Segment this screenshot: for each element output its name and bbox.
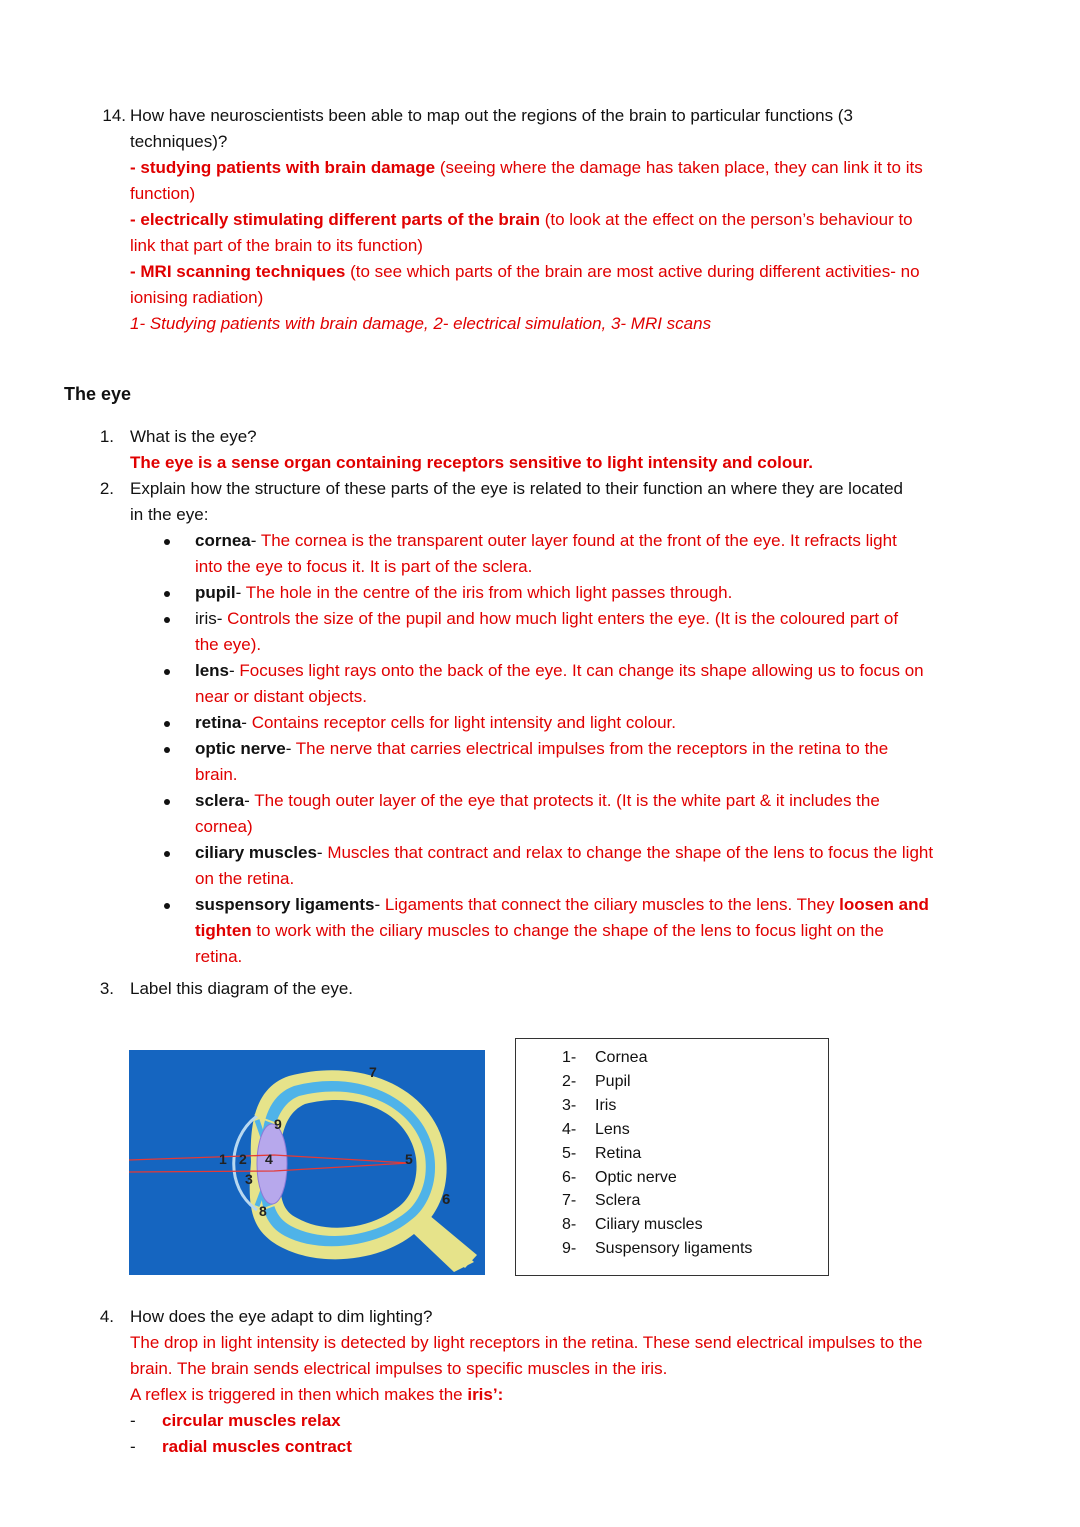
diagram-legend xyxy=(515,1038,829,1276)
list-item: optic nerve- The nerve that carries electrical impulses from the receptors in the retina to the brain. xyxy=(162,736,992,788)
question-2: Explain how the structure of these parts of the eye is related to their function an where they are located in the eye: xyxy=(130,476,1010,528)
question-number: 14. xyxy=(102,106,126,125)
bullet-icon xyxy=(164,851,170,857)
bullet-icon xyxy=(164,617,170,623)
bullet-icon xyxy=(164,669,170,675)
eye-diagram xyxy=(129,1050,485,1275)
legend-row: 1- Cornea xyxy=(562,1049,648,1066)
question-number: 1. xyxy=(99,427,114,446)
answer-point: - radial muscles contract xyxy=(130,1437,352,1456)
section-title: The eye xyxy=(64,384,132,404)
diagram-label-7: 7 xyxy=(369,1064,377,1080)
diagram-label-2: 2 xyxy=(239,1151,247,1167)
legend-row: 8- Ciliary muscles xyxy=(562,1216,703,1233)
legend-row: 3- Iris xyxy=(562,1097,617,1114)
list-item: suspensory ligaments- Ligaments that connect the ciliary muscles to the lens. They loosen and tighten to work with the ciliary muscles to change the shape of the lens to focus light on the retina. xyxy=(162,892,992,970)
list-item: sclera- The tough outer layer of the eye that protects it. (It is the white part & it includes the cornea) xyxy=(162,788,992,840)
list-item: iris- Controls the size of the pupil and how much light enters the eye. (It is the coloured part of the eye). xyxy=(162,606,992,658)
legend-row: 5- Retina xyxy=(562,1145,642,1162)
question-text: Explain how the structure of these parts of the eye is related to their function an where they are located xyxy=(130,479,904,498)
eye-parts-list xyxy=(162,528,992,970)
diagram-label-5: 5 xyxy=(405,1151,413,1167)
question-text: What is the eye? xyxy=(130,427,257,446)
eye-diagram-svg xyxy=(129,1050,485,1275)
question-text: Label this diagram of the eye. xyxy=(130,979,354,998)
list-item: ciliary muscles- Muscles that contract and relax to change the shape of the lens to focus the light on the retina. xyxy=(162,840,992,892)
list-item: retina- Contains receptor cells for light intensity and light colour. xyxy=(162,710,992,736)
list-item: lens- Focuses light rays onto the back of the eye. It can change its shape allowing us to focus on near or distant objects. xyxy=(162,658,992,710)
question-number: 2. xyxy=(99,479,114,498)
question-1 xyxy=(130,424,1010,476)
bullet-icon xyxy=(164,591,170,597)
question-4: How does the eye adapt to dim lighting? The drop in light intensity is detected by light receptors in the retina. These send electrical impulses to the brain. The brain sends electrical impulses to specific muscles in the iris. A reflex is triggered in then which makes the iris’: - circular muscles relax - radial muscles contract xyxy=(130,1304,1030,1460)
legend-row: 2- Pupil xyxy=(562,1073,631,1090)
diagram-label-4: 4 xyxy=(265,1151,273,1167)
answer-point: - circular muscles relax xyxy=(130,1411,341,1430)
legend-row: 7- Sclera xyxy=(562,1192,641,1209)
bullet-icon xyxy=(164,539,170,545)
legend-row: 6- Optic nerve xyxy=(562,1169,677,1186)
bullet-icon xyxy=(164,903,170,909)
question-text: How have neuroscientists been able to map out the regions of the brain to particular functions (3 techniques)? - studying patients with brain damage (seeing where the damage has taken place, they can link it to its function) - electrically stimulating different parts of the brain (to look at the effect on the person’s behaviour to link that part of the brain to its function) - MRI scanning techniques (to see which parts of the brain are most active during different activities- no ionising radiation) 1- Studying patients with brain damage, 2- electrical simulation, 3- MRI scans xyxy=(130,103,1010,337)
diagram-label-3: 3 xyxy=(245,1171,253,1187)
diagram-label-9: 9 xyxy=(274,1116,282,1132)
answer-line: - electrically stimulating different parts of the brain (to look at the effect on the person’s behaviour to xyxy=(130,210,913,229)
bullet-icon xyxy=(164,721,170,727)
answer-summary: 1- Studying patients with brain damage, 2- electrical simulation, 3- MRI scans xyxy=(130,314,712,333)
question-text: How does the eye adapt to dim lighting? xyxy=(130,1307,433,1326)
list-item: pupil- The hole in the centre of the iris from which light passes through. xyxy=(162,580,992,606)
diagram-label-6: 6 xyxy=(442,1191,451,1208)
question-number: 4. xyxy=(99,1307,114,1326)
bullet-icon xyxy=(164,747,170,753)
answer-text: The eye is a sense organ containing receptors sensitive to light intensity and colour. xyxy=(130,453,814,472)
diagram-label-1: 1 xyxy=(219,1151,227,1167)
bullet-icon xyxy=(164,799,170,805)
legend-row: 9- Suspensory ligaments xyxy=(562,1240,753,1257)
question-number: 3. xyxy=(99,979,114,998)
answer-line: - MRI scanning techniques (to see which parts of the brain are most active during different activities- no xyxy=(130,262,920,281)
diagram-label-8: 8 xyxy=(259,1203,267,1219)
legend-row: 4- Lens xyxy=(562,1121,630,1138)
answer-line: - studying patients with brain damage (seeing where the damage has taken place, they can link it to its xyxy=(130,158,923,177)
list-item: cornea- The cornea is the transparent outer layer found at the front of the eye. It refracts light into the eye to focus it. It is part of the sclera. xyxy=(162,528,992,580)
